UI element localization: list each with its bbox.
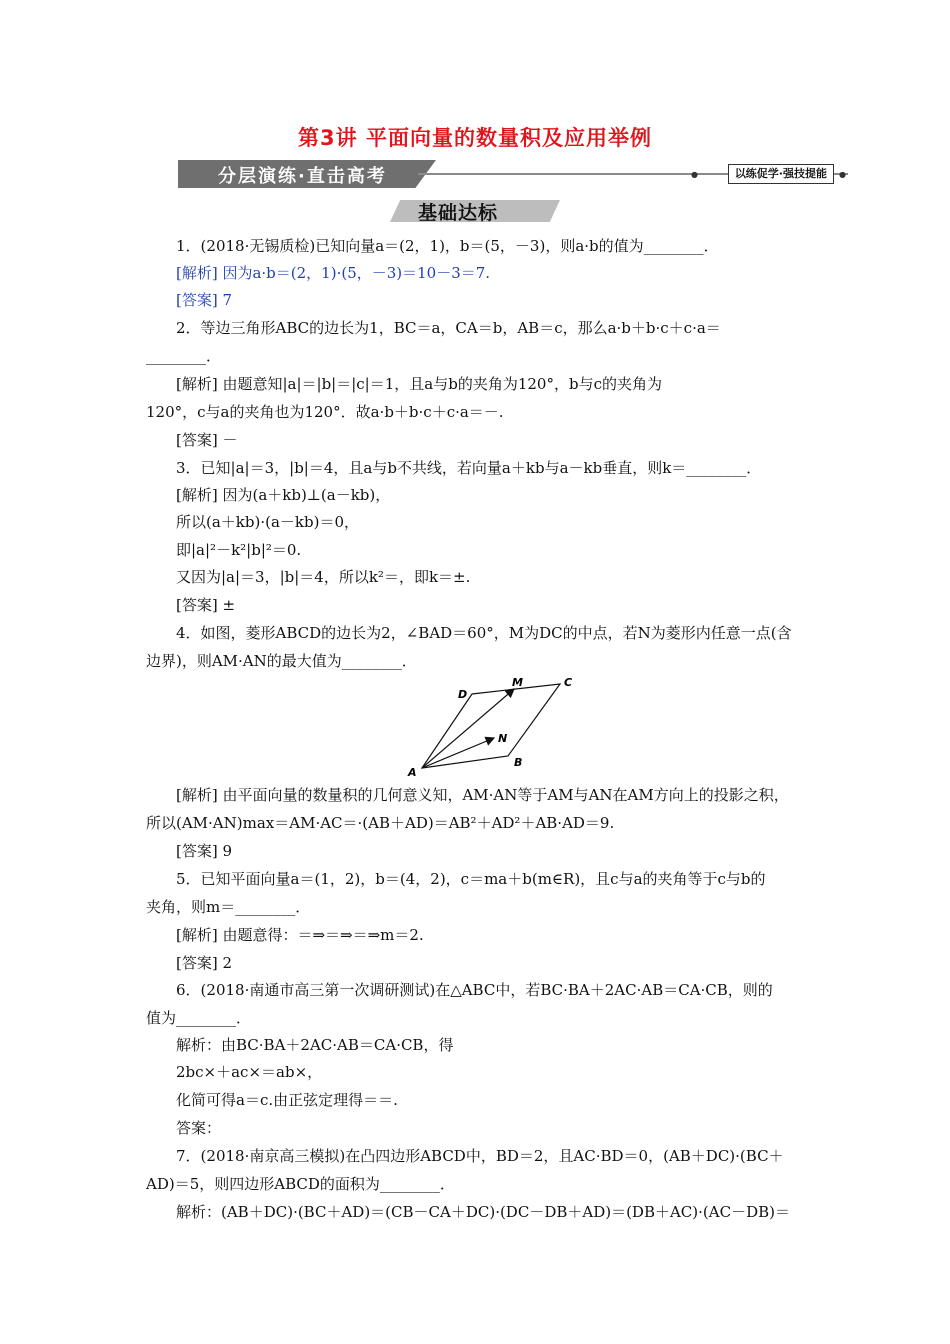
text-line: [答案] 7 [176, 291, 233, 309]
text-line: 夹角，则m＝________． [146, 898, 311, 916]
text-line: 边界)，则AM·AN的最大值为________． [146, 652, 417, 670]
text-line: [答案] 9 [176, 842, 233, 860]
banner-tag: 以练促学·强技提能 [728, 164, 834, 184]
text-line: 3．已知|a|＝3，|b|＝4，且a与b不共线，若向量a＋kb与a－kb垂直，则k＝________． [176, 459, 762, 477]
text-line: 5．已知平面向量a＝(1，2)，b＝(4，2)，c＝ma＋b(m∈R)，且c与a的夹角等于c与b的 [176, 870, 766, 888]
section-header [390, 198, 560, 224]
banner-dot-icon: ● [691, 170, 698, 179]
text-line: 所以(AM·AN)max＝AM·AC＝·(AB＋AD)＝AB²＋AD²＋AB·AD＝9. [146, 814, 615, 832]
text-line: 1．(2018·无锡质检)已知向量a＝(2，1)，b＝(5，－3)，则a·b的值为________． [176, 237, 719, 255]
text-line: 所以(a＋kb)·(a－kb)＝0， [176, 513, 359, 531]
text-line: 答案： [176, 1119, 222, 1137]
text-line: [解析] 因为a·b＝(2，1)·(5，－3)＝10－3＝7. [176, 264, 491, 282]
text-line: ________． [146, 347, 222, 365]
label-m: M [512, 676, 523, 689]
text-line: [答案] 2 [176, 954, 233, 972]
page-title: 第3讲 平面向量的数量积及应用举例 [298, 126, 652, 150]
text-line: 解析：(AB＋DC)·(BC＋AD)＝(CB－CA＋DC)·(DC－DB＋AD)＝(DB＋AC)·(AC－DB)＝ [176, 1203, 790, 1221]
label-n: N [498, 732, 508, 745]
rhombus-figure [390, 672, 590, 780]
text-line: 解析：由BC·BA＋2AC·AB＝CA·CB，得 [176, 1036, 454, 1054]
label-d: D [458, 688, 468, 701]
section-title: 基础达标 [418, 202, 499, 224]
text-line: [解析] 因为(a＋kb)⊥(a－kb)， [176, 486, 391, 504]
label-b: B [514, 756, 523, 769]
label-a: A [408, 766, 417, 779]
text-line: 2．等边三角形ABC的边长为1，BC＝a，CA＝b，AB＝c，那么a·b＋b·c＋c·a＝ [176, 319, 721, 337]
text-line: 又因为|a|＝3，|b|＝4，所以k²＝，即k＝±. [176, 568, 471, 586]
text-line: [解析] 由题意得：＝⇒＝⇒＝⇒m＝2. [176, 926, 424, 944]
text-line: 120°，c与a的夹角也为120°．故a·b＋b·c＋c·a＝－. [146, 403, 504, 421]
text-line: 值为________． [146, 1009, 252, 1027]
text-line: 7．(2018·南京高三模拟)在凸四边形ABCD中，BD＝2，且AC·BD＝0，(AB＋DC)·(BC＋ [176, 1147, 784, 1165]
text-line: 4．如图，菱形ABCD的边长为2，∠BAD＝60°，M为DC的中点，若N为菱形内任意一点(含 [176, 624, 792, 642]
text-line: [解析] 由平面向量的数量积的几何意义知，AM·AN等于AM与AN在AM方向上的投影之积， [176, 786, 789, 804]
text-line: [解析] 由题意知|a|＝|b|＝|c|＝1，且a与b的夹角为120°，b与c的夹角为 [176, 375, 662, 393]
label-c: C [564, 676, 573, 689]
text-line: [答案] ± [176, 596, 236, 614]
text-line: 即|a|²－k²|b|²＝0. [176, 541, 302, 559]
banner-dot-icon: ● [839, 170, 846, 179]
text-line: 化简可得a＝c.由正弦定理得＝＝. [176, 1091, 398, 1109]
text-line: [答案] － [176, 431, 238, 449]
banner-left-text: 分层演练·直击高考 [218, 166, 387, 187]
text-line: 2bc×＋ac×＝ab×， [176, 1063, 323, 1081]
text-line: AD)＝5，则四边形ABCD的面积为________． [146, 1175, 455, 1193]
text-line: 6．(2018·南通市高三第一次调研测试)在△ABC中，若BC·BA＋2AC·AB＝CA·CB，则的 [176, 981, 773, 999]
banner [178, 160, 848, 188]
